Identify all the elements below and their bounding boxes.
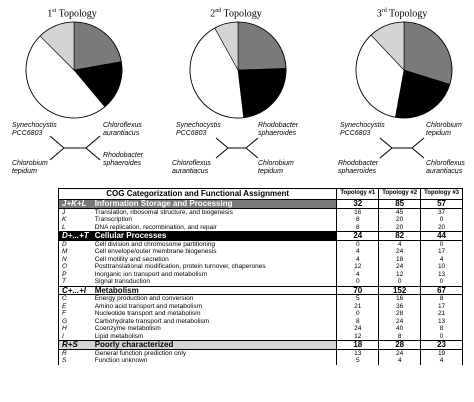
- cog-table: [58, 188, 463, 365]
- topology-1-count: 16: [337, 208, 379, 216]
- cog-description: Lipid metabolism: [92, 333, 337, 341]
- topology-panel-2: [166, 0, 306, 182]
- table-row: [59, 333, 463, 341]
- topology-1-count: 32: [337, 200, 379, 209]
- topology-title: 2nd Topology: [210, 8, 262, 20]
- table-header-row: [59, 189, 463, 200]
- cog-code: R: [59, 349, 92, 357]
- cog-code: O: [59, 263, 92, 271]
- topology-panel-1: [2, 0, 142, 182]
- pie-chart: [354, 20, 454, 120]
- cog-description: Cellular Processes: [92, 232, 337, 241]
- tree-label-bottom-left: Rhodobacter sphaeroides: [338, 160, 379, 175]
- tree-label-top-right: Chlorobium tepidum: [426, 122, 462, 137]
- table-row: [59, 295, 463, 303]
- table-row: [59, 278, 463, 286]
- cog-description: Nucleotide transport and metabolism: [92, 310, 337, 318]
- topology-3-count: 37: [421, 208, 463, 216]
- topology-title: 3rd Topology: [376, 8, 428, 20]
- table-row: [59, 325, 463, 333]
- topology-1-count: 21: [337, 303, 379, 311]
- topology-1-count: 0: [337, 310, 379, 318]
- tree-label-bottom-left: Chloroflexus aurantiacus: [172, 160, 211, 175]
- topology-2-count: 152: [379, 286, 421, 295]
- cog-code: K: [59, 216, 92, 224]
- topology-3-count: 10: [421, 263, 463, 271]
- topology-2-count: 24: [379, 318, 421, 326]
- cog-code: T: [59, 278, 92, 286]
- table-row: [59, 208, 463, 216]
- table-row: [59, 357, 463, 365]
- category-row: [59, 341, 463, 350]
- table-row: [59, 256, 463, 264]
- table-row: [59, 303, 463, 311]
- table-row: [59, 271, 463, 279]
- cog-description: Poorly characterized: [92, 341, 337, 350]
- topology-2-count: 24: [379, 248, 421, 256]
- topology-1-count: 12: [337, 333, 379, 341]
- topology-3-count: 44: [421, 232, 463, 241]
- topology-1-count: 8: [337, 318, 379, 326]
- cog-code: C+...+I: [59, 286, 92, 295]
- cog-code: D: [59, 240, 92, 248]
- topology-1-count: 4: [337, 248, 379, 256]
- topology-2-count: 85: [379, 200, 421, 209]
- topology-title: 1st Topology: [47, 8, 97, 20]
- topology-3-count: 0: [421, 240, 463, 248]
- cog-description: Carbohydrate transport and metabolism: [92, 318, 337, 326]
- cog-code: I: [59, 333, 92, 341]
- topology-3-count: 4: [421, 256, 463, 264]
- category-row: [59, 286, 463, 295]
- topology-2-count: 45: [379, 208, 421, 216]
- topology-1-count: 24: [337, 325, 379, 333]
- cog-description: Signal transduction: [92, 278, 337, 286]
- topology-1-count: 12: [337, 263, 379, 271]
- cog-code: F: [59, 310, 92, 318]
- topology-3-count: 57: [421, 200, 463, 209]
- topology-1-count: 0: [337, 240, 379, 248]
- topology-3-count: 17: [421, 303, 463, 311]
- category-row: [59, 200, 463, 209]
- tree-label-top-right: Rhodobacter sphaeroides: [258, 122, 299, 137]
- cog-code: C: [59, 295, 92, 303]
- topology-1-count: 4: [337, 271, 379, 279]
- topology-1-count: 13: [337, 349, 379, 357]
- cog-description: Amino acid transport and metabolism: [92, 303, 337, 311]
- topology-1-count: 18: [337, 341, 379, 350]
- column-header-topology-1: Topology #1: [337, 189, 379, 200]
- cog-code: P: [59, 271, 92, 279]
- topology-1-count: 0: [337, 278, 379, 286]
- topology-2-count: 18: [379, 256, 421, 264]
- pie-chart: [24, 20, 124, 120]
- topology-1-count: 8: [337, 224, 379, 232]
- cog-code: E: [59, 303, 92, 311]
- topology-2-count: 16: [379, 295, 421, 303]
- tree-label-bottom-right: Chlorobium tepidum: [258, 160, 294, 175]
- table-row: [59, 248, 463, 256]
- info-storage-slice: [238, 22, 286, 70]
- cog-description: DNA replication, recombination, and repair: [92, 224, 337, 232]
- tree-label-bottom-left: Chlorobium tepidum: [12, 160, 48, 175]
- cog-description: Posttranslational modification, protein turnover, chaperones: [92, 263, 337, 271]
- topology-3-count: 0: [421, 333, 463, 341]
- table-body: [59, 200, 463, 365]
- tree-label-top-left: Synechocystis PCC6803: [176, 122, 221, 137]
- topology-panel-3: [332, 0, 472, 182]
- topology-3-count: 13: [421, 271, 463, 279]
- cog-code: L: [59, 224, 92, 232]
- topology-1-count: 8: [337, 216, 379, 224]
- topology-3-count: 21: [421, 310, 463, 318]
- cog-description: Energy production and conversion: [92, 295, 337, 303]
- column-header-topology-3: Topology #3: [421, 189, 463, 200]
- topology-3-count: 19: [421, 349, 463, 357]
- tree-label-top-left: Synechocystis PCC6803: [340, 122, 385, 137]
- phylogenetic-tree: [2, 116, 142, 182]
- cog-description: Cell motility and secretion: [92, 256, 337, 264]
- pie-chart: [188, 20, 288, 120]
- table-row: [59, 216, 463, 224]
- topology-3-count: 13: [421, 318, 463, 326]
- tree-label-bottom-right: Rhodobacter sphaeroides: [103, 152, 144, 167]
- cog-description: Transcription: [92, 216, 337, 224]
- cog-description: Metabolism: [92, 286, 337, 295]
- cog-code: G: [59, 318, 92, 326]
- topology-3-count: 4: [421, 357, 463, 365]
- topology-2-count: 20: [379, 216, 421, 224]
- topology-3-count: 8: [421, 325, 463, 333]
- tree-label-top-left: Synechocystis PCC6803: [12, 122, 57, 137]
- tree-label-bottom-right: Chloroflexus aurantiacus: [426, 160, 465, 175]
- topology-1-count: 24: [337, 232, 379, 241]
- column-header-topology-2: Topology #2: [379, 189, 421, 200]
- topology-3-count: 0: [421, 216, 463, 224]
- cog-code: N: [59, 256, 92, 264]
- table-row: [59, 224, 463, 232]
- cog-code: H: [59, 325, 92, 333]
- phylogenetic-tree: [332, 116, 472, 182]
- topology-3-count: 0: [421, 278, 463, 286]
- topology-3-count: 17: [421, 248, 463, 256]
- topology-2-count: 28: [379, 310, 421, 318]
- topology-2-count: 20: [379, 224, 421, 232]
- cog-description: Cell division and chromosome partitioning: [92, 240, 337, 248]
- table-title: COG Categorization and Functional Assignment: [59, 189, 337, 200]
- topology-2-count: 4: [379, 357, 421, 365]
- cog-description: Information Storage and Processing: [92, 200, 337, 209]
- topology-2-count: 0: [379, 278, 421, 286]
- table-row: [59, 263, 463, 271]
- cog-description: General function prediction only: [92, 349, 337, 357]
- table-row: [59, 318, 463, 326]
- cog-code: R+S: [59, 341, 92, 350]
- topology-2-count: 82: [379, 232, 421, 241]
- cog-code: M: [59, 248, 92, 256]
- cog-code: D+...+T: [59, 232, 92, 241]
- cog-code: J+K+L: [59, 200, 92, 209]
- topology-2-count: 28: [379, 341, 421, 350]
- cog-description: Function unknown: [92, 357, 337, 365]
- table-row: [59, 240, 463, 248]
- cellular-processes-slice: [238, 68, 286, 117]
- topology-2-count: 24: [379, 263, 421, 271]
- table-row: [59, 349, 463, 357]
- cog-description: Inorganic ion transport and metabolism: [92, 271, 337, 279]
- topology-2-count: 40: [379, 325, 421, 333]
- topology-2-count: 12: [379, 271, 421, 279]
- topology-2-count: 4: [379, 240, 421, 248]
- topology-2-count: 36: [379, 303, 421, 311]
- topology-1-count: 5: [337, 357, 379, 365]
- topology-1-count: 5: [337, 295, 379, 303]
- cog-code: J: [59, 208, 92, 216]
- tree-label-top-right: Chloroflexus aurantiacus: [103, 122, 142, 137]
- cog-description: Translation, ribosomal structure, and biogenesis: [92, 208, 337, 216]
- topology-3-count: 67: [421, 286, 463, 295]
- topology-1-count: 4: [337, 256, 379, 264]
- topology-2-count: 24: [379, 349, 421, 357]
- cog-code: S: [59, 357, 92, 365]
- topology-1-count: 70: [337, 286, 379, 295]
- topology-2-count: 8: [379, 333, 421, 341]
- category-row: [59, 232, 463, 241]
- table-row: [59, 310, 463, 318]
- topology-3-count: 20: [421, 224, 463, 232]
- cog-description: Coenzyme metabolism: [92, 325, 337, 333]
- phylogenetic-tree: [166, 116, 306, 182]
- topology-3-count: 23: [421, 341, 463, 350]
- cog-description: Cell envelope/outer membrane biogenesis: [92, 248, 337, 256]
- topology-3-count: 8: [421, 295, 463, 303]
